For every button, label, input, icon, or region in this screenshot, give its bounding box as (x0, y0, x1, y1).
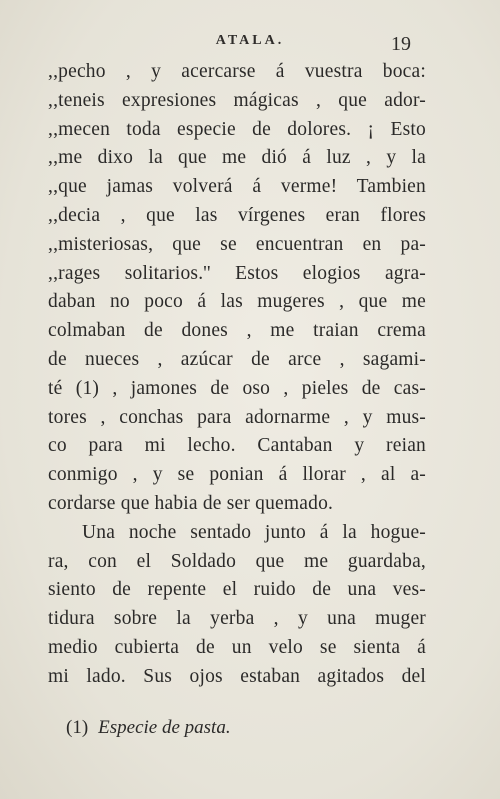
text-line: ,,mecen toda especie de dolores. ¡ Esto (48, 118, 426, 140)
text-line: medio cubierta de un velo se sienta á (48, 636, 426, 658)
text-line: ,,me dixo la que me dió á luz , y la (48, 147, 426, 169)
text-line: siento de repente el ruido de una ves- (48, 579, 426, 601)
text-line: té (1) , jamones de oso , pieles de cas- (48, 377, 426, 399)
page-number: 19 (391, 33, 411, 55)
text-line: de nueces , azúcar de arce , sagami- (48, 348, 426, 370)
text-line: ,,teneis expresiones mágicas , que ador- (48, 89, 426, 111)
text-line: cordarse que habia de ser quemado. (48, 492, 334, 514)
text-line: co para mi lecho. Cantaban y reian (48, 435, 426, 457)
body-text (48, 58, 426, 692)
text-line: ,,rages solitarios.'' Estos elogios agra- (48, 262, 426, 284)
text-line: ,,decia , que las vírgenes eran flores (48, 204, 426, 226)
text-line: daban no poco á las mugeres , que me (48, 291, 426, 313)
footnote-marker: (1) (66, 717, 89, 738)
footnote-text: Especie de pasta. (98, 717, 231, 738)
running-title: ATALA. (215, 33, 285, 48)
footnote (66, 717, 231, 739)
text-line: mi lado. Sus ojos estaban agitados del (48, 665, 426, 687)
text-line: ,,pecho , y acercarse á vuestra boca: (48, 61, 426, 82)
text-line: colmaban de dones , me traian crema (48, 320, 426, 342)
text-line: conmigo , y se ponian á llorar , al a- (48, 464, 426, 486)
text-line: ,,misteriosas, que se encuentran en pa- (48, 233, 426, 255)
text-line: ra, con el Soldado que me guardaba, (48, 550, 426, 572)
text-line: tores , conchas para adornarme , y mus- (48, 406, 426, 428)
text-line: tidura sobre la yerba , y una muger (48, 608, 426, 630)
text-line: ,,que jamas volverá á verme! Tambien (48, 176, 426, 198)
text-line: Una noche sentado junto á la hogue- (82, 521, 426, 543)
